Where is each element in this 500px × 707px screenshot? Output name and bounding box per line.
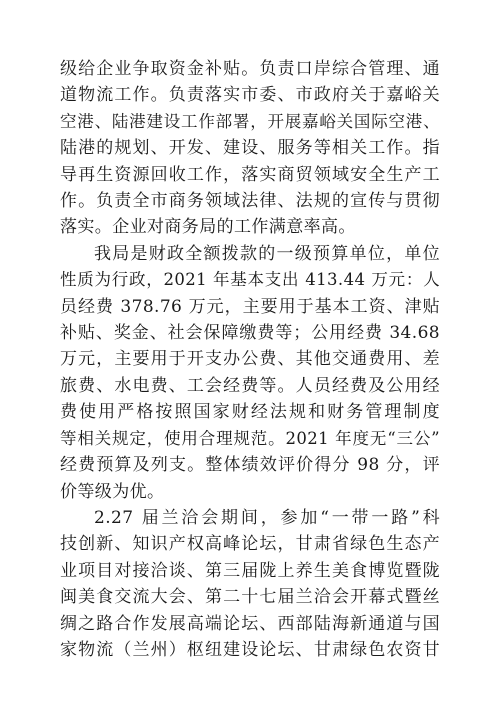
text-line: 导再生资源回收工作，落实商贸领域安全生产工 <box>60 164 440 185</box>
text-line: 家物流（兰州）枢纽建设论坛、甘肃绿色农资甘 <box>60 639 440 660</box>
text-line: 绸之路合作发展高端论坛、西部陆海新通道与国 <box>60 613 440 634</box>
text-line: 经费预算及列支。整体绩效评价得分 98 分，评 <box>60 455 440 476</box>
paragraph-responsibilities <box>60 56 440 241</box>
text-line: 道物流工作。负责落实市委、市政府关于嘉峪关 <box>60 85 440 106</box>
text-line: 落实。企业对商务局的工作满意率高。 <box>60 217 356 238</box>
text-line: 价等级为优。 <box>60 481 165 502</box>
text-line: 作。负责全市商务领域法律、法规的宣传与贯彻 <box>60 191 440 212</box>
text-line: 技创新、知识产权高峰论坛，甘肃省绿色生态产 <box>60 534 440 555</box>
text-line: 我局是财政全额拨款的一级预算单位，单位 <box>94 243 440 264</box>
text-line: 级给企业争取资金补贴。负责口岸综合管理、通 <box>60 59 440 79</box>
text-line: 业项目对接洽谈、第三届陇上养生美食博览暨陇 <box>60 560 440 581</box>
text-line: 费使用严格按照国家财经法规和财务管理制度 <box>60 402 440 423</box>
text-line: 等相关规定，使用合理规范。2021 年度无“三公” <box>60 428 440 448</box>
text-line: 闽美食交流大会、第二十七届兰洽会开幕式暨丝 <box>60 587 440 608</box>
paragraph-budget <box>60 241 440 505</box>
text-line: 旅费、水电费、工会经费等。人员经费及公用经 <box>60 375 440 396</box>
text-line: 员经费 378.76 万元，主要用于基本工资、津贴 <box>60 296 440 317</box>
text-line: 陆港的规划、开发、建设、服务等相关工作。指 <box>60 138 440 159</box>
document-page <box>60 56 440 663</box>
text-line: 补贴、奖金、社会保障缴费等；公用经费 34.68 <box>60 323 440 344</box>
paragraph-expo-activities <box>60 505 440 663</box>
text-line: 空港、陆港建设工作部署，开展嘉峪关国际空港、 <box>60 111 440 131</box>
text-line: 万元，主要用于开支办公费、其他交通费用、差 <box>60 349 440 370</box>
text-line: 性质为行政，2021 年基本支出 413.44 万元：人 <box>60 270 440 290</box>
text-line: 2.27 届兰洽会期间，参加“一带一路”科 <box>94 507 440 528</box>
